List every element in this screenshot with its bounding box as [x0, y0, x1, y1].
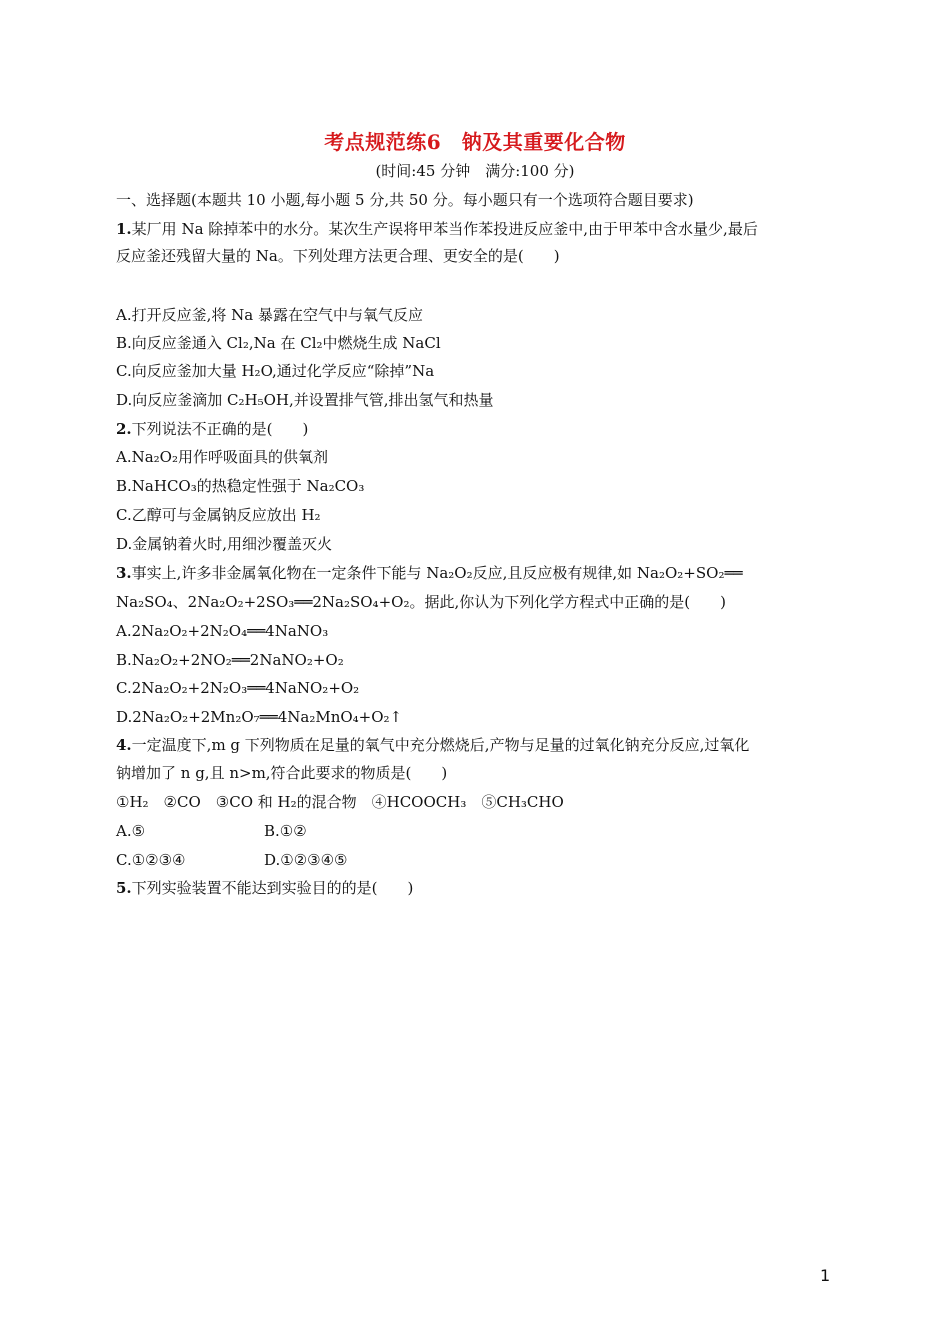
section-heading: 一、选择题(本题共 10 小题,每小题 5 分,共 50 分。每小题只有一个选项符合题目要求)	[116, 191, 694, 209]
question-number: 3.	[116, 564, 132, 582]
question-number: 1.	[116, 220, 132, 238]
question-1-line-1	[116, 219, 758, 239]
question-5-line-1	[116, 878, 413, 898]
question-number: 4.	[116, 736, 132, 754]
question-text: 一定温度下,m g 下列物质在足量的氧气中充分燃烧后,产物与足量的过氧化钠充分反应,过氧化	[131, 736, 750, 754]
page-subtitle: (时间:45 分钟 满分:100 分)	[375, 162, 575, 180]
question-4-option-c: C.①②③④	[116, 851, 186, 869]
question-3-option-c: C.2Na₂O₂+2N₂O₃══4NaNO₂+O₂	[116, 679, 360, 697]
question-4-line-2: 钠增加了 n g,且 n>m,符合此要求的物质是( )	[116, 764, 448, 782]
page-title: 考点规范练6 钠及其重要化合物	[324, 130, 626, 154]
question-text: 事实上,许多非金属氧化物在一定条件下能与 Na₂O₂反应,且反应极有规律,如 Na₂O₂+SO₂══	[131, 564, 743, 582]
question-2-option-a: A.Na₂O₂用作呼吸面具的供氧剂	[116, 448, 328, 466]
question-3-option-d: D.2Na₂O₂+2Mn₂O₇══4Na₂MnO₄+O₂↑	[116, 708, 403, 726]
question-text: 下列说法不正确的是( )	[131, 420, 309, 438]
question-3-option-b: B.Na₂O₂+2NO₂══2NaNO₂+O₂	[116, 651, 344, 669]
question-number: 2.	[116, 420, 132, 438]
question-text: 下列实验装置不能达到实验目的的是( )	[131, 879, 414, 897]
question-4-choices: ①H₂ ②CO ③CO 和 H₂的混合物 ④HCOOCH₃ ⑤CH₃CHO	[116, 793, 564, 811]
page-number: 1	[820, 1266, 831, 1285]
question-3-option-a: A.2Na₂O₂+2N₂O₄══4NaNO₃	[116, 622, 329, 640]
question-1-line-2: 反应釜还残留大量的 Na。下列处理方法更合理、更安全的是( )	[116, 247, 560, 265]
question-1-option-c: C.向反应釜加大量 H₂O,通过化学反应“除掉”Na	[116, 362, 435, 380]
question-2-line-1	[116, 419, 308, 439]
question-1-option-d: D.向反应釜滴加 C₂H₅OH,并设置排气管,排出氢气和热量	[116, 391, 494, 409]
question-3-line-2: Na₂SO₄、2Na₂O₂+2SO₃══2Na₂SO₄+O₂。据此,你认为下列化学方程式中正确的是( )	[116, 593, 726, 611]
question-1-option-b: B.向反应釜通入 Cl₂,Na 在 Cl₂中燃烧生成 NaCl	[116, 334, 441, 352]
question-1-option-a: A.打开反应釜,将 Na 暴露在空气中与氧气反应	[116, 306, 423, 324]
question-4-option-a: A.⑤	[116, 822, 146, 840]
question-2-option-d: D.金属钠着火时,用细沙覆盖灭火	[116, 535, 333, 553]
question-4-option-d: D.①②③④⑤	[264, 851, 348, 869]
question-2-option-c: C.乙醇可与金属钠反应放出 H₂	[116, 506, 321, 524]
question-2-option-b: B.NaHCO₃的热稳定性强于 Na₂CO₃	[116, 477, 365, 495]
question-4-option-b: B.①②	[264, 822, 307, 840]
question-number: 5.	[116, 879, 132, 897]
question-3-line-1	[116, 563, 743, 583]
question-4-line-1	[116, 735, 749, 755]
question-text: 某厂用 Na 除掉苯中的水分。某次生产误将甲苯当作苯投进反应釜中,由于甲苯中含水量少,最后	[131, 220, 758, 238]
